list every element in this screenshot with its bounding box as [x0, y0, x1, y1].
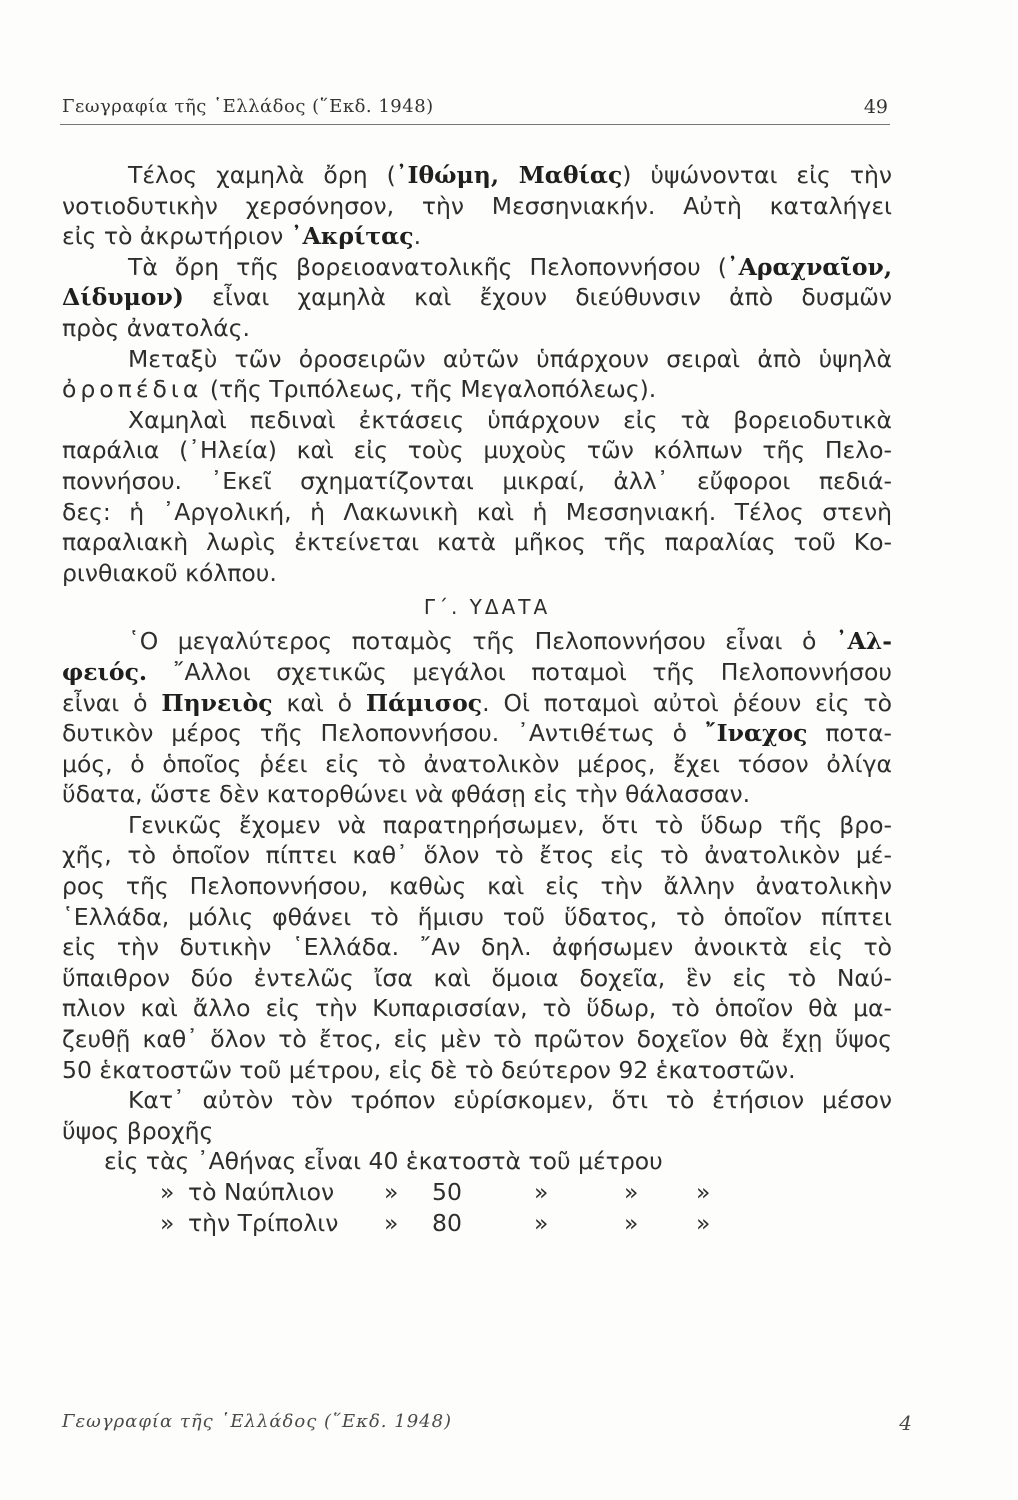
paragraph-line: ζευθῇ καθ᾿ ὅλον τὸ ἔτος, εἰς μὲν τὸ πρῶτον δοχεῖον θὰ ἔχῃ ὕψος — [62, 1025, 892, 1054]
cape-name: ᾿Ακρίτας — [290, 222, 414, 251]
running-head — [62, 96, 888, 124]
paragraph-line — [62, 221, 892, 252]
header-rule — [60, 124, 890, 125]
paragraph-line: χῆς, τὸ ὁποῖον πίπτει καθ᾿ ὅλον τὸ ἔτος εἰς τὸ ἀνατολικὸν μέ- — [62, 841, 892, 870]
text-run: εἶναι ὁ — [62, 688, 162, 717]
paragraph-line: Γενικῶς ἔχομεν νὰ παρατηρήσωμεν, ὅτι τὸ ὕδωρ τῆς βρο- — [128, 810, 892, 839]
text-run: Τὰ ὄρη τῆς βορειοανατολικῆς Πελοποννήσου ( — [128, 252, 727, 281]
paragraph-line — [62, 718, 892, 749]
rainfall-row-text: εἰς τὰς ᾿Αθήνας εἶναι 40 ἑκατοστὰ τοῦ μέτρου — [104, 1147, 663, 1176]
text-run: (τῆς Τριπόλεως, τῆς Μεγαλοπόλεως). — [202, 375, 657, 404]
ditto-mark: » — [696, 1178, 711, 1206]
paragraph-line: εἰς τὴν δυτικὴν ῾Ελλάδα. ῎Αν δηλ. ἀφήσωμεν ἀνοικτὰ εἰς τὸ — [62, 933, 892, 962]
text-run: ῎Αλλοι σχετικῶς μεγάλοι ποταμοὶ τῆς Πελοποννήσου — [147, 657, 892, 686]
paragraph-line: ὕψος βροχῆς — [62, 1116, 214, 1145]
river-name: ῎Ιναχος — [704, 719, 808, 748]
paragraph-line — [62, 282, 892, 313]
page-footer — [62, 1411, 912, 1437]
text-run: καὶ ὁ — [272, 688, 366, 717]
rainfall-row — [62, 1146, 892, 1177]
paragraph-line: ρος τῆς Πελοποννήσου, καθὼς καὶ εἰς τὴν ἄλλην ἀνατολικὴν — [62, 872, 892, 901]
paragraph-line — [62, 252, 892, 283]
spaced-term: ὀροπέδια — [62, 375, 203, 404]
ditto-mark: » — [160, 1208, 175, 1237]
paragraph-line: 50 ἑκατοστῶν τοῦ μέτρου, εἰς δὲ τὸ δεύτερον 92 ἑκατοστῶν. — [62, 1055, 796, 1084]
paragraph-line — [62, 657, 892, 688]
text-run: . Οἱ ποταμοὶ αὐτοὶ ῥέουν εἰς τὸ — [482, 688, 892, 717]
text-run: εἰς τὸ ἀκρωτήριον — [62, 222, 291, 251]
ditto-mark: » — [384, 1208, 399, 1237]
paragraph-line: πλιον καὶ ἄλλο εἰς τὴν Κυπαρισσίαν, τὸ ὕδωρ, τὸ ὁποῖον θὰ μα- — [62, 994, 892, 1023]
ditto-mark: » — [384, 1178, 399, 1206]
signature-mark: 4 — [899, 1411, 912, 1435]
paragraph-line: ποννήσου. ᾿Εκεῖ σχηματίζονται μικραί, ἀλλ᾿ εὔφοροι πεδιά- — [62, 466, 892, 495]
paragraph-line: Κατ᾿ αὐτὸν τὸν τρόπον εὑρίσκομεν, ὅτι τὸ ἐτήσιον μέσον — [128, 1086, 892, 1115]
text-run: ) ὑψώνονται εἰς τὴν — [622, 161, 893, 189]
paragraph-line: δες: ἡ ᾿Αργολική, ἡ Λακωνικὴ καὶ ἡ Μεσσηνιακή. Τέλος στενὴ — [62, 497, 892, 526]
paragraph-line: Χαμηλαὶ πεδιναὶ ἐκτάσεις ὑπάρχουν εἰς τὰ βορειοδυτικὰ — [128, 405, 892, 434]
text-run: ῾Ο μεγαλύτερος ποταμὸς τῆς Πελοποννήσου εἶναι ὁ — [128, 627, 836, 656]
mountain-name: ᾿Ιθώμη, Μαθίας — [395, 161, 623, 189]
mountain-name: Δίδυμον) — [62, 283, 184, 312]
ditto-mark: » — [696, 1208, 711, 1237]
text-run: εἶναι χαμηλὰ καὶ ἔχουν διεύθυνσιν ἀπὸ δυσμῶν — [183, 283, 892, 312]
text-run: ποτα- — [807, 719, 892, 748]
text-run: . — [413, 222, 422, 251]
footer-title: Γεωγραφία τῆς ῾Ελλάδος (῞Εκδ. 1948) — [62, 1411, 453, 1432]
ditto-mark: » — [534, 1208, 549, 1237]
paragraph-line — [62, 626, 892, 657]
river-name: ᾿Αλ- — [835, 627, 892, 656]
paragraph-line: παραλιακὴ λωρὶς ἐκτείνεται κατὰ μῆκος τῆς παραλίας τοῦ Κο- — [62, 528, 892, 557]
rainfall-value: 80 — [432, 1208, 462, 1237]
paragraph-line: ὕδατα, ὥστε δὲν κατορθώνει νὰ φθάσῃ εἰς τὴν θάλασσαν. — [62, 780, 751, 809]
text-run: Τέλος χαμηλὰ ὄρη ( — [128, 161, 396, 189]
paragraph-line — [62, 160, 892, 191]
ditto-mark: » — [534, 1178, 549, 1206]
body-text — [62, 160, 892, 1238]
paragraph-line — [62, 688, 892, 719]
river-name: Πάμισος — [365, 688, 483, 717]
rainfall-row — [62, 1177, 892, 1208]
ditto-mark: » — [624, 1178, 639, 1206]
paragraph-line: πρὸς ἀνατολάς. — [62, 313, 250, 342]
river-name: φειός. — [62, 657, 148, 686]
river-name: Πηνειὸς — [161, 688, 273, 717]
paragraph-line: ὕπαιθρον δύο ἐντελῶς ἴσα καὶ ὅμοια δοχεῖα, ἓν εἰς τὸ Ναύ- — [62, 963, 892, 992]
running-head-title: Γεωγραφία τῆς ῾Ελλάδος (῞Εκδ. 1948) — [62, 96, 434, 117]
rainfall-row — [62, 1208, 892, 1239]
paragraph-line: παράλια (᾿Ηλεία) καὶ εἰς τοὺς μυχοὺς τῶν κόλπων τῆς Πελο- — [62, 436, 892, 465]
paragraph-line: ρινθιακοῦ κόλπου. — [62, 558, 277, 587]
text-run: δυτικὸν μέρος τῆς Πελοποννήσου. ᾿Αντιθέτως ὁ — [62, 719, 705, 748]
section-heading: Γ΄. ΥΔΑΤΑ — [423, 595, 551, 620]
rainfall-value: 50 — [432, 1178, 462, 1206]
paragraph-line: Μεταξὺ τῶν ὀροσειρῶν αὐτῶν ὑπάρχουν σειραὶ ἀπὸ ὑψηλὰ — [128, 344, 892, 373]
paragraph-line: ῾Ελλάδα, μόλις φθάνει τὸ ἥμισυ τοῦ ὕδατος, τὸ ὁποῖον πίπτει — [62, 902, 892, 931]
paragraph-line — [62, 374, 892, 405]
paragraph-line: μός, ὁ ὁποῖος ῥέει εἰς τὸ ἀνατολικὸν μέρος, ἔχει τόσον ὀλίγα — [62, 749, 892, 778]
ditto-mark: » — [160, 1178, 175, 1206]
ditto-mark: » — [624, 1208, 639, 1237]
rainfall-place: τὴν Τρίπολιν — [188, 1208, 339, 1237]
paragraph-line: νοτιοδυτικὴν χερσόνησον, τὴν Μεσσηνιακήν. Αὐτὴ καταλήγει — [62, 191, 892, 220]
mountain-name: ᾿Αραχναῖον, — [726, 252, 892, 281]
rainfall-place: τὸ Ναύπλιον — [188, 1178, 335, 1206]
page-number: 49 — [863, 96, 888, 118]
